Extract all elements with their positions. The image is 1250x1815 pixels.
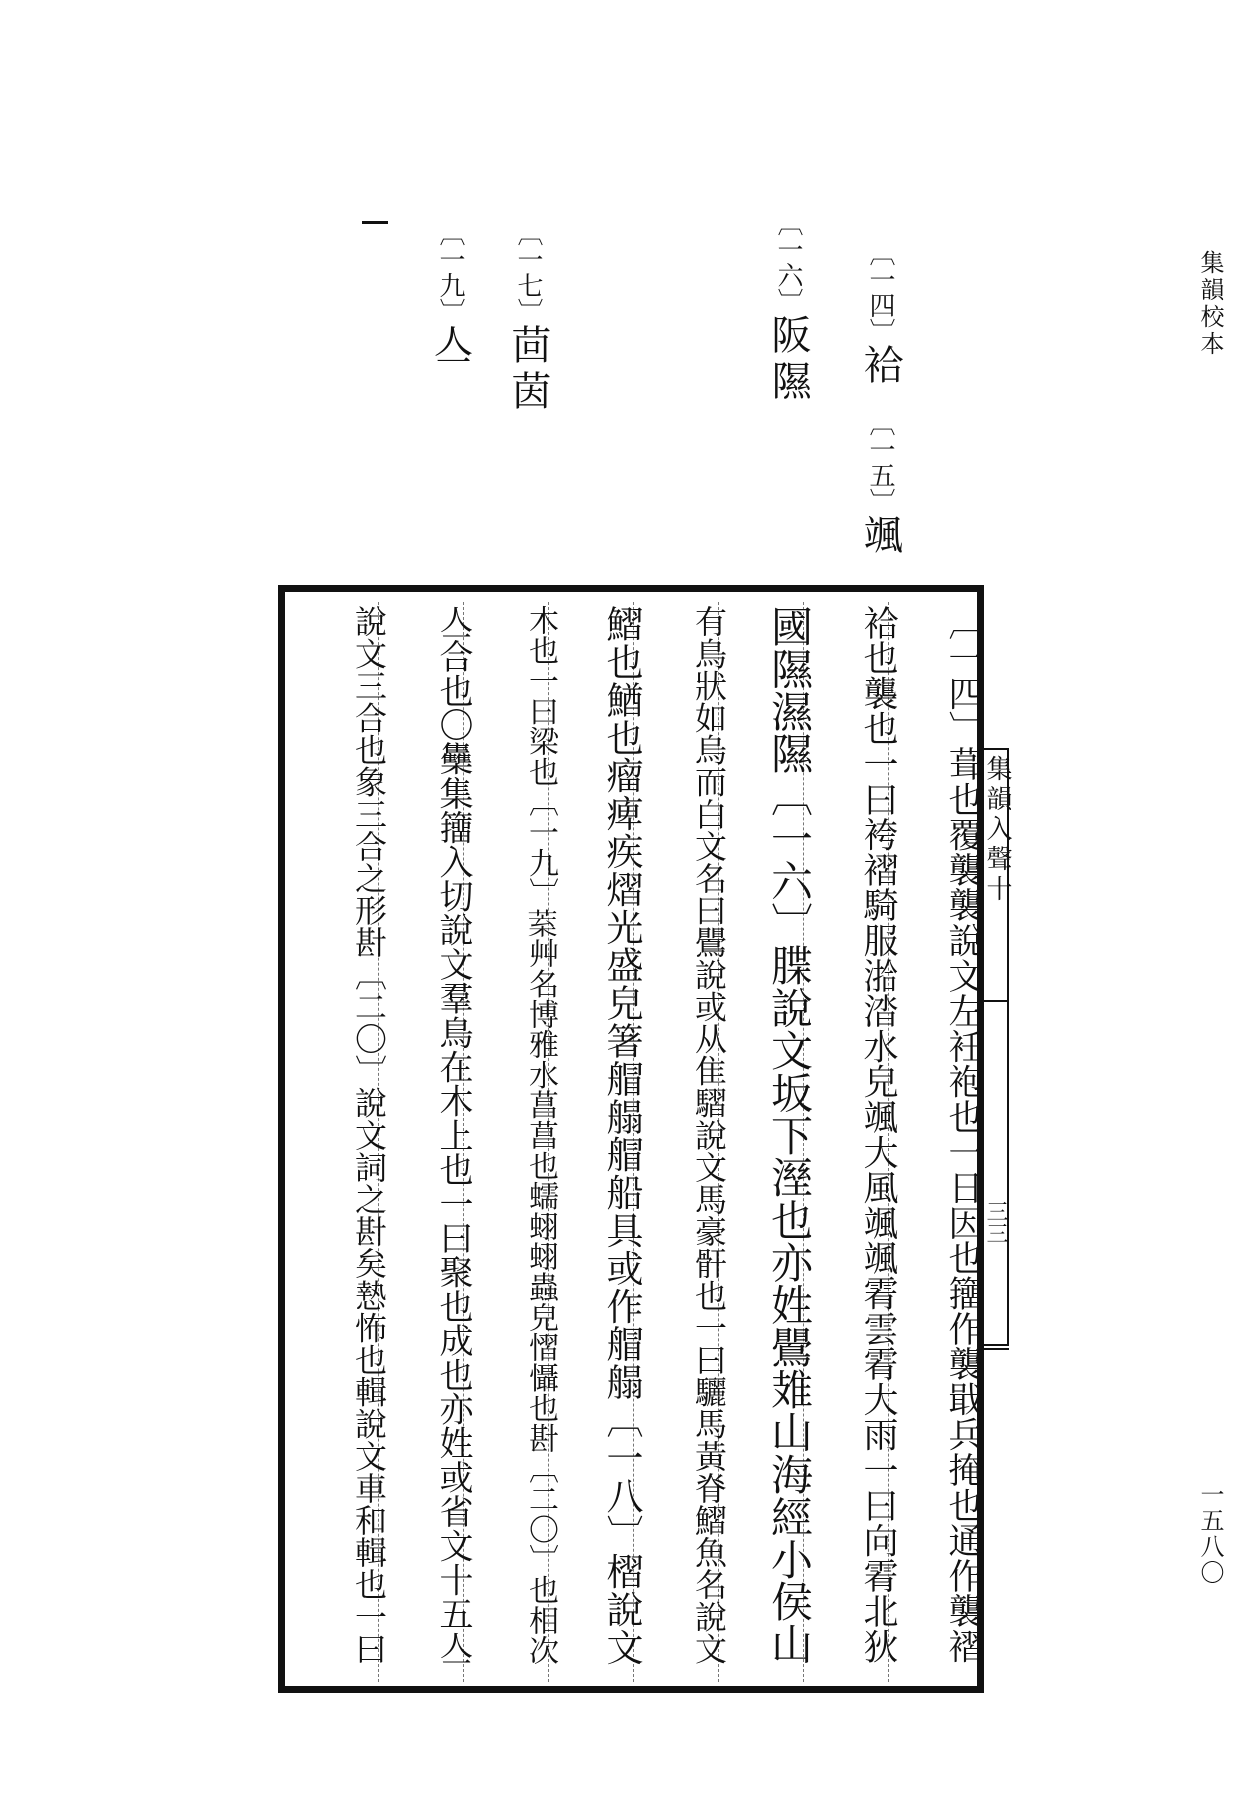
text-column-7: 亼合也〇雧集籒入切說文羣鳥在木上也一曰聚也成也亦姓或省文十五亼 <box>433 605 473 1666</box>
banxin-folio: 三三 <box>983 1200 1008 1244</box>
note-mark: 〔一七〕 <box>513 220 543 324</box>
text-column-4: 有鳥狀如烏而白文名曰鷪說或从隹騽說文馬豪骭也一曰驪馬黃脊鰼魚名說文 <box>690 605 728 1665</box>
note-text: 亼 <box>427 324 473 370</box>
note-text: 袷 <box>857 344 903 390</box>
text-column-1: 〔一四〕葺也覆襲襲說文左衽袍也一日因也籒作襲戢兵掩也通作襲褶 <box>943 605 983 1664</box>
banxin-tick <box>983 1000 1009 1002</box>
note-mark: 〔一四〕 <box>865 240 895 344</box>
text-column-2: 袷也襲也一曰袴褶騎服湁涾水皃颯大風颯颯䨖雲䨖大雨一曰向䨖北狄 <box>858 605 898 1664</box>
note-mark: 〔一六〕 <box>773 210 803 314</box>
text-column-6: 木也一曰梁也〔一九〕𦯧艸名博雅水菖菖也蠕蛡蛡蟲皃慴懾也卙〔二〇〕也相次 <box>523 605 558 1666</box>
banxin-title: 集韻入聲十 <box>982 755 1012 905</box>
collation-note <box>505 220 551 416</box>
text-column-3: 國隰濕隰〔一六〕䐑說文坂下溼也亦姓鷪䧴山海經小侯山 <box>765 605 814 1665</box>
note-text: 颯 <box>857 514 903 560</box>
collation-note <box>857 410 903 560</box>
page-number: 一五八〇 <box>1196 1482 1224 1586</box>
note-dash-mark <box>362 221 388 224</box>
text-column-5: 鰼也鰌也瘤痺疾熠光盛皃箸艒䑽艒船具或作艒䑽〔一八〕槢說文 <box>600 605 643 1667</box>
collation-note <box>765 210 811 406</box>
banxin-tick <box>983 1348 1009 1350</box>
collation-note <box>427 220 473 370</box>
note-text: 阪隰 <box>765 314 811 406</box>
note-text: 茴茵 <box>505 324 551 416</box>
collation-note <box>857 240 903 390</box>
text-column-8: 說文三合也象三合之形卙〔二〇〕說文詞之卙矣慹怖也輯說文車和輯也一曰 <box>350 605 388 1665</box>
note-mark: 〔一五〕 <box>865 410 895 514</box>
note-mark: 〔一九〕 <box>435 220 465 324</box>
running-title: 集韻校本 <box>1196 250 1224 358</box>
